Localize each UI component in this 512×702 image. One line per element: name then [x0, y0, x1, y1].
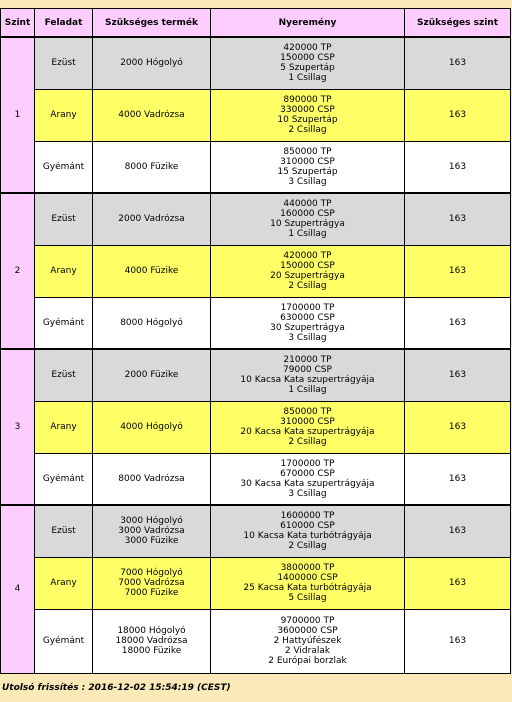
reward-line: 440000 TP — [283, 199, 332, 210]
reward-line: 1700000 TP — [280, 302, 335, 313]
table-row — [1, 453, 511, 505]
task-cell: Ezüst — [35, 193, 93, 245]
reward-line: 5 Szupertáp — [280, 63, 335, 74]
required-level-cell: 163 — [405, 245, 511, 297]
reward-line: 20 Kacsa Kata szupertrágyája — [240, 427, 375, 437]
reward-cell — [211, 297, 405, 349]
table-row — [1, 349, 511, 401]
required-level-cell: 163 — [405, 141, 511, 193]
task-cell: Gyémánt — [35, 141, 93, 193]
reward-cell — [211, 609, 405, 673]
reward-cell — [211, 245, 405, 297]
reward-cell — [211, 453, 405, 505]
reward-line: 2 Csillag — [288, 125, 327, 135]
required-level-cell: 163 — [405, 609, 511, 673]
reward-line: 850000 TP — [283, 407, 332, 417]
product-cell — [93, 37, 211, 89]
reward-line: 2 Hattyúfészek — [273, 636, 342, 646]
required-level-cell: 163 — [405, 453, 511, 505]
header-level: Szint — [1, 9, 35, 38]
reward-line: 9700000 TP — [280, 616, 335, 626]
reward-line: 5 Csillag — [288, 593, 327, 603]
product-line: 2000 Vadrózsa — [118, 214, 185, 225]
table-row — [1, 193, 511, 245]
last-updated-text: Utolsó frissítés : 2016-12-02 15:54:19 (CEST) — [2, 683, 231, 693]
product-line: 8000 Hógolyó — [120, 317, 183, 328]
reward-line: 10 Szupertáp — [277, 115, 338, 125]
product-line: 4000 Vadrózsa — [118, 110, 185, 120]
required-level-cell: 163 — [405, 401, 511, 453]
product-cell — [93, 193, 211, 245]
reward-line: 2 Csillag — [288, 437, 327, 447]
reward-line: 310000 CSP — [280, 156, 335, 167]
task-cell: Arany — [35, 557, 93, 609]
reward-line: 890000 TP — [283, 95, 332, 105]
reward-line: 25 Kacsa Kata turbótrágyája — [243, 583, 372, 593]
reward-line: 3 Csillag — [288, 176, 327, 187]
reward-cell — [211, 141, 405, 193]
task-cell: Arany — [35, 401, 93, 453]
product-cell — [93, 141, 211, 193]
level-cell: 4 — [1, 505, 35, 673]
header-row — [1, 9, 511, 38]
table-row — [1, 141, 511, 193]
product-line: 8000 Füzike — [124, 161, 179, 172]
product-line: 3000 Füzike — [124, 536, 179, 547]
required-level-cell: 163 — [405, 193, 511, 245]
reward-line: 1700000 TP — [280, 458, 335, 469]
reward-line: 15 Szupertáp — [277, 166, 338, 177]
required-level-cell: 163 — [405, 297, 511, 349]
product-line: 18000 Füzike — [121, 646, 182, 656]
reward-line: 30 Kacsa Kata szupertrágyája — [240, 478, 375, 489]
reward-line: 3600000 CSP — [277, 626, 338, 636]
product-cell — [93, 609, 211, 673]
reward-line: 20 Szupertrágya — [270, 271, 345, 281]
reward-line: 310000 CSP — [280, 417, 335, 427]
product-cell — [93, 89, 211, 141]
product-line: 7000 Vadrózsa — [118, 578, 185, 588]
reward-line: 3 Csillag — [288, 332, 327, 343]
product-line: 3000 Vadrózsa — [118, 526, 185, 537]
table-row — [1, 245, 511, 297]
level-cell: 1 — [1, 37, 35, 193]
task-cell: Ezüst — [35, 349, 93, 401]
reward-cell — [211, 401, 405, 453]
reward-line: 2 Vidralak — [284, 646, 331, 656]
task-cell: Gyémánt — [35, 609, 93, 673]
reward-line: 3800000 TP — [280, 563, 335, 573]
required-level-cell: 163 — [405, 37, 511, 89]
reward-cell — [211, 89, 405, 141]
reward-line: 1 Csillag — [288, 229, 327, 240]
reward-line: 150000 CSP — [280, 53, 335, 64]
product-line: 2000 Füzike — [124, 370, 179, 381]
reward-line: 210000 TP — [283, 355, 332, 366]
reward-line: 2 Csillag — [288, 281, 327, 291]
level-cell: 3 — [1, 349, 35, 505]
reward-line: 670000 CSP — [280, 468, 335, 479]
reward-line: 2 Csillag — [288, 541, 327, 552]
task-cell: Arany — [35, 245, 93, 297]
product-cell — [93, 297, 211, 349]
reward-cell — [211, 505, 405, 557]
reward-line: 150000 CSP — [280, 261, 335, 271]
reward-line: 1 Csillag — [288, 73, 327, 84]
product-cell — [93, 245, 211, 297]
reward-line: 330000 CSP — [280, 105, 335, 115]
table-row — [1, 37, 511, 89]
product-line: 7000 Hógolyó — [120, 568, 183, 578]
level-cell: 2 — [1, 193, 35, 349]
reward-line: 630000 CSP — [280, 312, 335, 323]
task-cell: Ezüst — [35, 505, 93, 557]
product-cell — [93, 401, 211, 453]
required-level-cell: 163 — [405, 349, 511, 401]
reward-line: 10 Kacsa Kata turbótrágyája — [243, 531, 372, 542]
table-body — [1, 37, 511, 673]
reward-line: 1 Csillag — [288, 385, 327, 396]
product-cell — [93, 453, 211, 505]
reward-line: 850000 TP — [283, 146, 332, 157]
reward-line: 10 Szupertrágya — [270, 219, 345, 230]
task-cell: Gyémánt — [35, 453, 93, 505]
product-line: 8000 Vadrózsa — [118, 473, 185, 484]
reward-line: 1400000 CSP — [277, 573, 338, 583]
required-level-cell: 163 — [405, 557, 511, 609]
table-row — [1, 505, 511, 557]
reward-cell — [211, 37, 405, 89]
reward-line: 30 Szupertrágya — [270, 322, 345, 333]
rewards-table — [0, 8, 511, 674]
table-row — [1, 401, 511, 453]
task-cell: Ezüst — [35, 37, 93, 89]
reward-line: 1600000 TP — [280, 511, 335, 522]
product-line: 18000 Vadrózsa — [115, 636, 188, 646]
product-line: 3000 Hógolyó — [120, 516, 183, 527]
reward-cell — [211, 557, 405, 609]
product-line: 18000 Hógolyó — [117, 626, 186, 636]
header-product: Szükséges termék — [93, 9, 211, 38]
table-row — [1, 297, 511, 349]
product-line: 4000 Hógolyó — [120, 422, 183, 432]
required-level-cell: 163 — [405, 505, 511, 557]
header-reward: Nyeremény — [211, 9, 405, 38]
product-line: 2000 Hógolyó — [120, 58, 183, 69]
reward-line: 160000 CSP — [280, 209, 335, 220]
required-level-cell: 163 — [405, 89, 511, 141]
reward-line: 3 Csillag — [288, 488, 327, 499]
reward-line: 79000 CSP — [283, 365, 332, 376]
reward-cell — [211, 349, 405, 401]
reward-line: 420000 TP — [283, 251, 332, 261]
header-required-level: Szükséges szint — [405, 9, 511, 38]
product-cell — [93, 505, 211, 557]
table-row — [1, 89, 511, 141]
product-line: 7000 Füzike — [124, 588, 179, 598]
reward-line: 2 Európai borzlak — [268, 656, 347, 666]
header-task: Feladat — [35, 9, 93, 38]
product-line: 4000 Füzike — [124, 266, 179, 276]
reward-line: 610000 CSP — [280, 521, 335, 532]
task-cell: Arany — [35, 89, 93, 141]
table-row — [1, 609, 511, 673]
product-cell — [93, 557, 211, 609]
product-cell — [93, 349, 211, 401]
reward-line: 420000 TP — [283, 43, 332, 54]
task-cell: Gyémánt — [35, 297, 93, 349]
reward-cell — [211, 193, 405, 245]
table-row — [1, 557, 511, 609]
reward-line: 10 Kacsa Kata szupertrágyája — [240, 375, 375, 386]
